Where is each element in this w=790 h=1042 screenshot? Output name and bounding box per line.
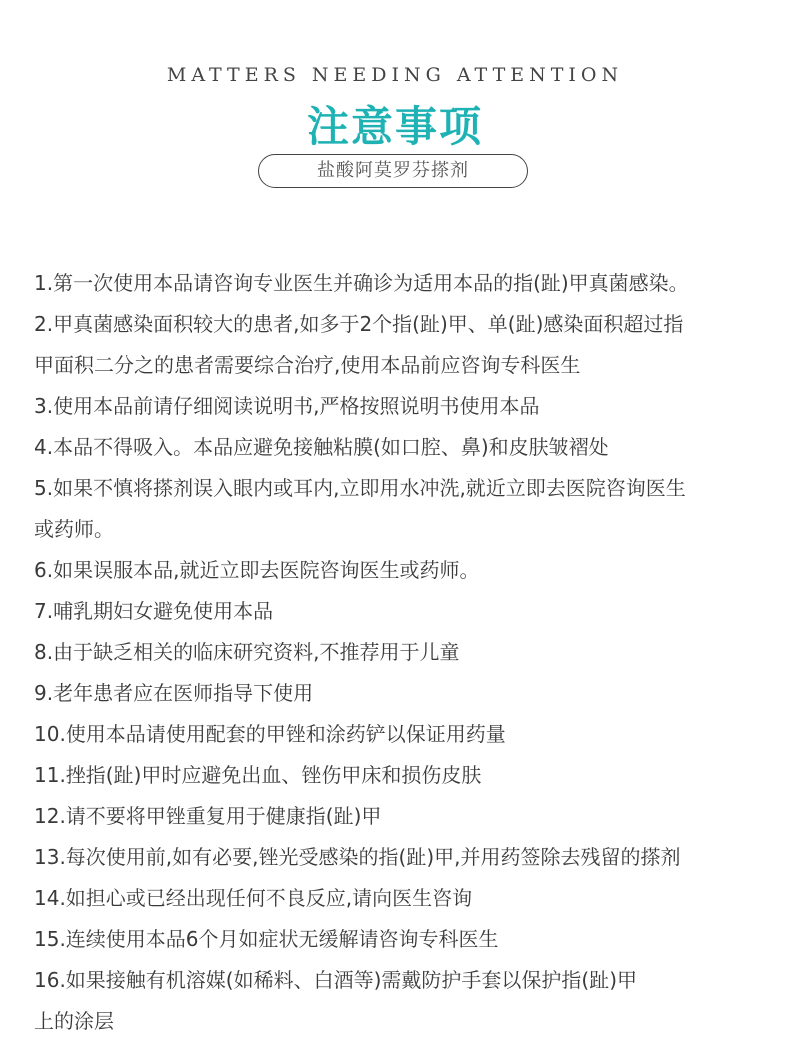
note-line-15: 15.连续使用本品6个月如症状无缓解请咨询专科医生	[34, 927, 499, 951]
note-line-2: 2.甲真菌感染面积较大的患者,如多于2个指(趾)甲、单(趾)感染面积超过指	[34, 312, 684, 336]
note-line-2-continued: 甲面积二分之的患者需要综合治疗,使用本品前应咨询专科医生	[34, 353, 581, 377]
note-line-5: 5.如果不慎将搽剂误入眼内或耳内,立即用水冲洗,就近立即去医院咨询医生	[34, 476, 686, 500]
note-line-3: 3.使用本品前请仔细阅读说明书,严格按照说明书使用本品	[34, 394, 540, 418]
note-line-8: 8.由于缺乏相关的临床研究资料,不推荐用于儿童	[34, 640, 460, 664]
note-line-12: 12.请不要将甲锉重复用于健康指(趾)甲	[34, 804, 382, 828]
note-line-16: 16.如果接触有机溶媒(如稀料、白酒等)需戴防护手套以保护指(趾)甲	[34, 968, 638, 992]
notes-list	[34, 263, 764, 1042]
note-line-9: 9.老年患者应在医师指导下使用	[34, 681, 314, 705]
note-line-5-continued: 或药师。	[34, 517, 114, 541]
note-line-1: 1.第一次使用本品请咨询专业医生并确诊为适用本品的指(趾)甲真菌感染。	[34, 271, 689, 295]
note-line-4: 4.本品不得吸入。本品应避免接触粘膜(如口腔、鼻)和皮肤皱褶处	[34, 435, 609, 459]
note-line-13: 13.每次使用前,如有必要,锉光受感染的指(趾)甲,并用药签除去残留的搽剂	[34, 845, 681, 869]
note-line-7: 7.哺乳期妇女避免使用本品	[34, 599, 274, 623]
note-line-11: 11.挫指(趾)甲时应避免出血、锉伤甲床和损伤皮肤	[34, 763, 482, 787]
page-title: 注意事项	[306, 102, 483, 151]
note-line-6: 6.如果误服本品,就近立即去医院咨询医生或药师。	[34, 558, 480, 582]
english-subtitle: MATTERS NEEDING ATTENTION	[166, 64, 624, 86]
note-line-14: 14.如担心或已经出现任何不良反应,请向医生咨询	[34, 886, 473, 910]
note-line-16-continued: 上的涂层	[34, 1009, 114, 1033]
note-line-10: 10.使用本品请使用配套的甲锉和涂药铲以保证用药量	[34, 722, 506, 746]
product-name-badge: 盐酸阿莫罗芬搽剂	[258, 154, 528, 188]
